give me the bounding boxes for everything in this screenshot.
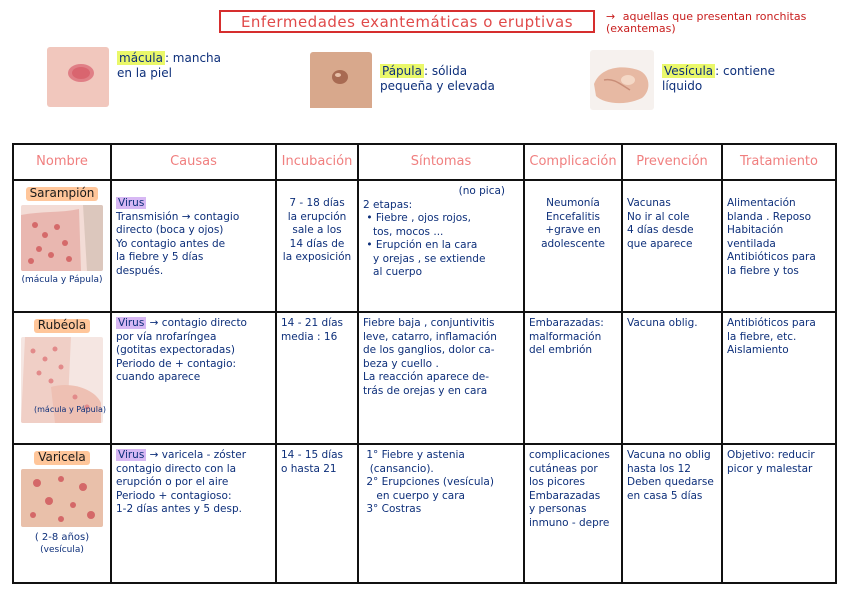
sintomas-line: tos, mocos ... (373, 225, 444, 238)
cell-causas (111, 312, 276, 444)
tratamiento-line: Alimentación (727, 197, 796, 209)
tratamiento-line: blanda . Reposo (727, 210, 812, 223)
sintomas-line: 3° Costras (366, 503, 422, 515)
tratamiento-line: Objetivo: reducir (727, 449, 815, 461)
prevencion-line: Vacuna no oblig (627, 449, 711, 461)
definition-papula (310, 52, 495, 112)
tratamiento-line: picor y malestar (727, 462, 813, 475)
complicacion-line: los picores (529, 476, 585, 488)
title-note-text: aquellas que presentan ronchitas (exantemas) (606, 10, 807, 35)
sintomas-line: al cuerpo (373, 266, 422, 278)
cell-incubacion (276, 444, 358, 583)
sintomas-line: 2 etapas: (363, 198, 413, 211)
complicacion-line: Embarazadas: (529, 317, 604, 329)
title-note (606, 11, 842, 35)
virus-tag: Virus (118, 197, 145, 209)
complicacion-line: complicaciones (529, 449, 610, 461)
sintomas-line: 1° Fiebre y astenia (366, 449, 465, 461)
varicela-photo-icon (21, 469, 103, 527)
complicacion-line: +grave en (545, 224, 601, 236)
prevencion-line: Vacuna oblig. (627, 317, 698, 329)
disease-note: (mácula y Pápula) (21, 274, 103, 285)
virus-tag: Virus (118, 317, 145, 329)
causas-line: Periodo + contagioso: (116, 489, 232, 502)
cell-nombre (13, 444, 111, 583)
cell-tratamiento (722, 180, 836, 312)
cell-tratamiento (722, 444, 836, 583)
header-incubacion: Incubación (276, 144, 358, 180)
header-causas: Causas (111, 144, 276, 180)
disease-name: Varicela (34, 451, 90, 465)
incubacion-line: la exposición (282, 251, 352, 263)
sintomas-line: • Fiebre , ojos rojos, (366, 212, 471, 224)
vesicula-photo-icon (590, 50, 654, 110)
prevencion-line: 4 días desde (627, 224, 694, 236)
diseases-table (12, 143, 837, 584)
disease-note: (mácula y Pápula) (34, 404, 106, 414)
virus-tag: Virus (118, 449, 145, 461)
incubacion-line: 7 - 18 días (289, 197, 345, 209)
header-nombre: Nombre (13, 144, 111, 180)
causas-line: erupción o por el aire (116, 476, 229, 488)
prevencion-line: que aparece (627, 237, 693, 250)
causas-line: → varicela - zóster (149, 449, 247, 461)
causas-line: por vía nrofaríngea (116, 330, 217, 343)
definition-papula-text-2: pequeña y elevada (380, 79, 495, 93)
cell-prevencion (622, 444, 722, 583)
incubacion-line: 14 - 21 días (281, 317, 344, 329)
prevencion-line: Deben quedarse (627, 476, 714, 488)
incubacion-line: la erupción (287, 210, 347, 223)
sintomas-line: • Erupción en la cara (366, 239, 478, 251)
causas-line: Periodo de + contagio: (116, 357, 237, 370)
incubacion-line: o hasta 21 (281, 462, 337, 475)
cell-nombre (13, 312, 111, 444)
cell-causas (111, 180, 276, 312)
cell-incubacion (276, 312, 358, 444)
sintomas-line: en cuerpo y cara (376, 489, 465, 502)
table-row (13, 444, 836, 583)
causas-line: cuando aparece (116, 371, 201, 383)
prevencion-line: en casa 5 días (627, 489, 703, 502)
header-sintomas: Síntomas (358, 144, 524, 180)
cell-tratamiento (722, 312, 836, 444)
table-row (13, 312, 836, 444)
prevencion-line: No ir al cole (627, 210, 690, 223)
incubacion-line: 14 días de (289, 237, 345, 250)
disease-note: (vesícula) (40, 544, 84, 555)
header-prevencion: Prevención (622, 144, 722, 180)
causas-line: directo (boca y ojos) (116, 224, 224, 236)
cell-nombre (13, 180, 111, 312)
cell-prevencion (622, 312, 722, 444)
complicacion-line: y personas (529, 503, 587, 515)
term-papula: Pápula (382, 64, 422, 78)
definition-vesicula-text: : contiene (715, 64, 775, 78)
prevencion-line: hasta los 12 (627, 462, 691, 475)
macula-photo-icon (47, 47, 109, 107)
sintomas-note: (no pica) (458, 185, 505, 197)
header-tratamiento: Tratamiento (722, 144, 836, 180)
cell-complicacion (524, 180, 622, 312)
tratamiento-line: la fiebre y tos (727, 264, 799, 277)
complicacion-line: Embarazadas (529, 489, 601, 502)
sintomas-line: y orejas , se extiende (373, 252, 486, 265)
tratamiento-line: Aislamiento (727, 344, 789, 356)
table-header-row (13, 144, 836, 180)
cell-complicacion (524, 312, 622, 444)
cell-prevencion (622, 180, 722, 312)
complicacion-line: del embrión (529, 344, 593, 356)
arrow-icon: → (606, 10, 616, 23)
cell-sintomas (358, 444, 524, 583)
cell-sintomas (358, 312, 524, 444)
sintomas-line: La reacción aparece de- (363, 371, 490, 383)
complicacion-line: Encefalitis (546, 210, 600, 223)
causas-line: Yo contagio antes de (116, 237, 226, 250)
sintomas-line: 2° Erupciones (vesícula) (366, 476, 494, 488)
complicacion-line: malformación (529, 330, 602, 343)
causas-line: Transmisión → contagio (116, 210, 240, 223)
definition-vesicula (590, 50, 775, 110)
causas-line: la fiebre y 5 días (116, 251, 204, 263)
sintomas-line: leve, catarro, inflamación (363, 330, 497, 343)
table-row (13, 180, 836, 312)
term-macula: mácula (119, 51, 163, 65)
definition-macula-text-2: en la piel (117, 66, 172, 80)
tratamiento-line: Antibióticos para (727, 251, 816, 263)
header-complicacion: Complicación (524, 144, 622, 180)
cell-sintomas (358, 180, 524, 312)
tratamiento-line: la fiebre, etc. (727, 330, 797, 343)
disease-age-note: ( 2-8 años) (34, 531, 90, 543)
incubacion-line: 14 - 15 días (281, 449, 344, 461)
incubacion-line: media : 16 (281, 330, 338, 343)
disease-name: Rubéola (34, 319, 90, 333)
causas-line: después. (116, 264, 164, 277)
sintomas-line: Fiebre baja , conjuntivitis (363, 317, 495, 329)
sintomas-line: (cansancio). (369, 462, 434, 475)
causas-line: contagio directo con la (116, 462, 237, 475)
causas-line: (gotitas expectoradas) (116, 344, 235, 356)
definition-macula-text: : mancha (164, 51, 221, 65)
cell-incubacion (276, 180, 358, 312)
title-text: Enfermedades exantemáticas o eruptivas (240, 12, 574, 31)
sintomas-line: de los ganglios, dolor ca- (363, 344, 495, 356)
cell-complicacion (524, 444, 622, 583)
definition-macula (47, 47, 221, 107)
tratamiento-line: ventilada (727, 237, 776, 250)
complicacion-line: cutáneas por (529, 462, 598, 475)
cell-causas (111, 444, 276, 583)
tratamiento-line: Antibióticos para (727, 317, 816, 329)
sintomas-line: trás de orejas y en cara (363, 384, 488, 397)
complicacion-line: Neumonía (546, 197, 600, 209)
sarampion-photo-icon (21, 205, 103, 271)
complicacion-line: adolescente (541, 237, 605, 250)
papula-photo-icon (310, 52, 372, 112)
page-title (219, 10, 595, 33)
tratamiento-line: Habitación (727, 224, 784, 236)
definition-papula-text: : sólida (423, 64, 468, 78)
causas-line: → contagio directo (149, 317, 247, 329)
definition-vesicula-text-2: líquido (662, 79, 703, 93)
complicacion-line: inmuno - depre (529, 516, 610, 529)
incubacion-line: sale a los (292, 224, 342, 236)
disease-name: Sarampión (26, 187, 99, 201)
causas-line: 1-2 días antes y 5 desp. (116, 503, 242, 515)
term-vesicula: Vesícula (664, 64, 714, 78)
sintomas-line: beza y cuello . (363, 357, 439, 370)
prevencion-line: Vacunas (627, 197, 671, 209)
